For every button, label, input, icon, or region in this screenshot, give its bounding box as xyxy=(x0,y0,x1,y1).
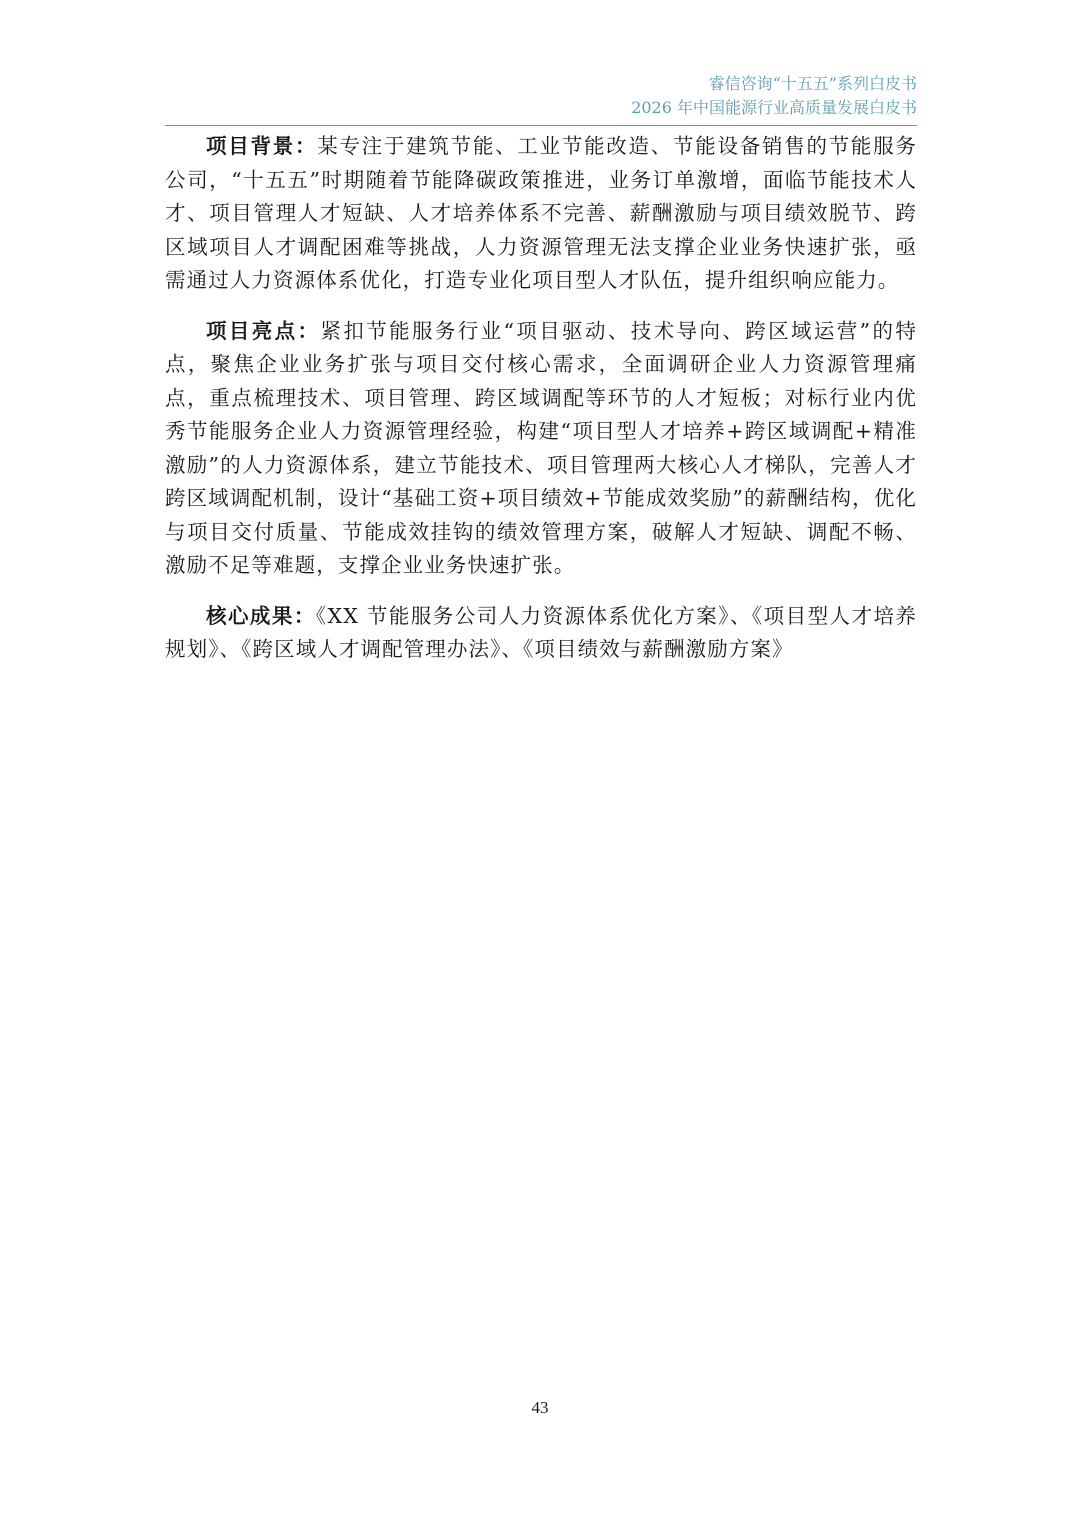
header-series-title: 睿信咨询“十五五”系列白皮书 xyxy=(708,74,917,93)
page-number: 43 xyxy=(531,1398,549,1417)
section-label: 项目亮点： xyxy=(206,318,321,343)
section-label: 项目背景： xyxy=(206,134,318,158)
section-text: 某专注于建筑节能、工业节能改造、节能设备销售的节能服务公司，“十五五”时期随着节能降碳政策推进，业务订单激增，面临节能技术人才、项目管理人才短缺、人才培养体系不完善、薪酬激励与项目绩效脱节、跨区域项目人才调配困难等挑战，人力资源管理无法支撑企业业务快速扩张，亟需通过人力资源体系优化，打造专业化项目型人才队伍，提升组织响应能力。 xyxy=(165,134,918,292)
section-project-highlights xyxy=(165,315,917,583)
section-text: 紧扣节能服务行业“项目驱动、技术导向、跨区域运营”的特点，聚焦企业业务扩张与项目交付核心需求，全面调研企业人力资源管理痛点，重点梳理技术、项目管理、跨区域调配等环节的人才短板；对标行业内优秀节能服务企业人力资源管理经验，构建“项目型人才培养+跨区域调配+精准激励”的人力资源体系，建立节能技术、项目管理两大核心人才梯队，完善人才跨区域调配机制，设计“基础工资+项目绩效+节能成效奖励”的薪酬结构，优化与项目交付质量、节能成效挂钩的绩效管理方案，破解人才短缺、调配不畅、激励不足等难题，支撑企业业务快速扩张。 xyxy=(165,318,918,577)
header-divider xyxy=(165,125,917,126)
section-text: 《XX 节能服务公司人力资源体系优化方案》、《项目型人才培养规划》、《跨区域人才调配管理办法》、《项目绩效与薪酬激励方案》 xyxy=(165,603,918,661)
section-core-results xyxy=(165,600,917,667)
document-body xyxy=(165,130,917,684)
page-header xyxy=(165,72,917,120)
section-project-background xyxy=(165,130,917,298)
header-report-title: 2026 年中国能源行业高质量发展白皮书 xyxy=(631,98,917,117)
section-label: 核心成果： xyxy=(206,603,316,628)
